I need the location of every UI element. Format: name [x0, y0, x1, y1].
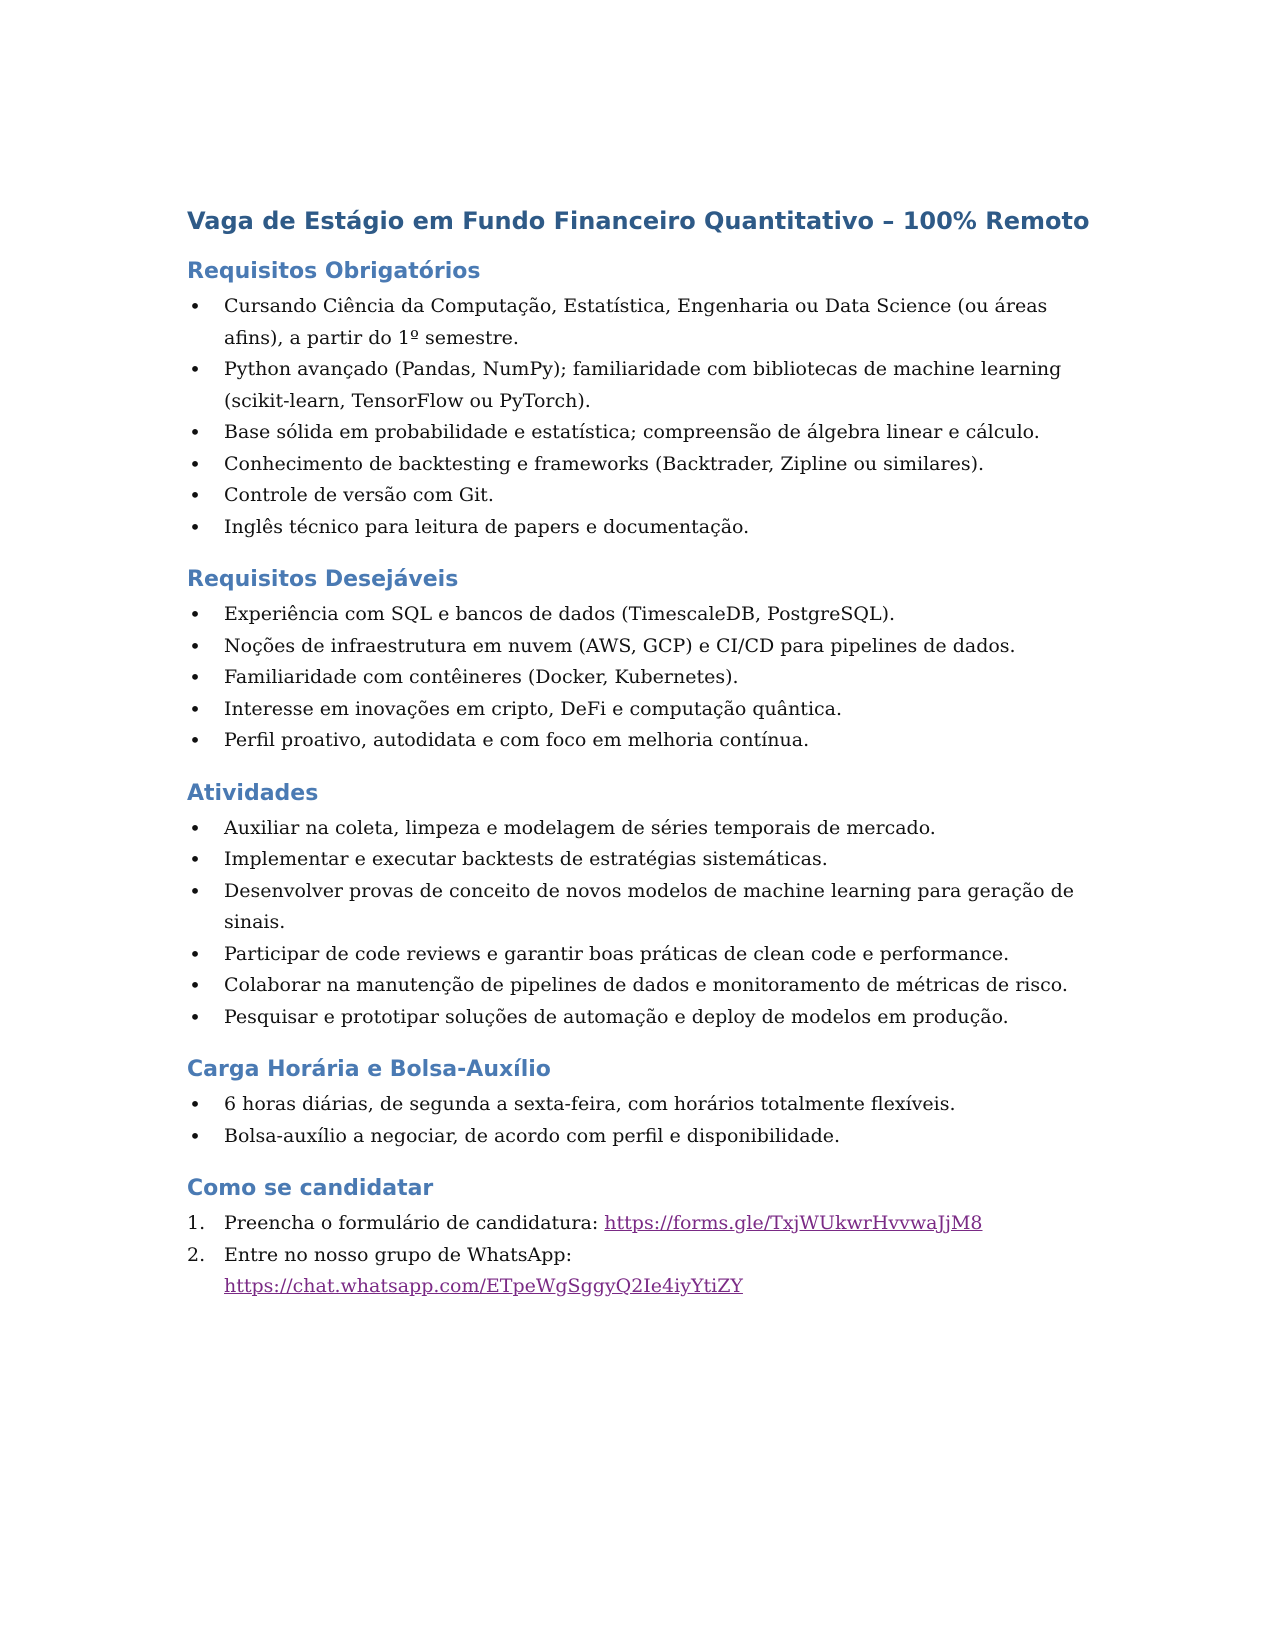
list-item — [187, 480, 1087, 512]
bullet-icon: • — [189, 514, 201, 539]
bullet-icon: • — [189, 878, 201, 903]
list-item — [187, 725, 1087, 757]
list-item-text: 6 horas diárias, de segunda a sexta-feira, com horários totalmente flexíveis. — [224, 1093, 956, 1115]
bullet-list — [187, 599, 1087, 757]
list-number: 1. — [187, 1212, 206, 1234]
section-requisitos-desejaveis — [187, 565, 1087, 757]
list-item — [187, 939, 1087, 971]
list-item-text: Colaborar na manutenção de pipelines de dados e monitoramento de métricas de risco. — [224, 974, 1068, 996]
list-item-text: Participar de code reviews e garantir boas práticas de clean code e performance. — [224, 942, 1010, 965]
list-item — [187, 1208, 1087, 1240]
section-heading: Requisitos Obrigatórios — [187, 259, 481, 284]
list-item-text: Experiência com SQL e bancos de dados (TimescaleDB, PostgreSQL). — [224, 603, 896, 625]
bullet-list — [187, 1089, 1087, 1152]
bullet-icon: • — [189, 633, 201, 658]
bullet-icon: • — [189, 815, 201, 840]
list-item — [187, 813, 1087, 845]
list-item-text: Implementar e executar backtests de estratégias sistemáticas. — [224, 848, 828, 870]
list-item — [187, 417, 1087, 449]
bullet-icon: • — [189, 483, 201, 507]
bullet-list — [187, 813, 1087, 1034]
bullet-icon: • — [189, 696, 201, 721]
list-item — [187, 876, 1087, 939]
list-item-text: Preencha o formulário de candidatura: — [224, 1212, 605, 1234]
list-item-text: Familiaridade com contêineres (Docker, Kubernetes). — [224, 666, 739, 688]
bullet-icon: • — [189, 665, 201, 689]
bullet-icon: • — [189, 294, 201, 318]
list-item-text: Interesse em inovações em cripto, DeFi e computação quântica. — [224, 697, 843, 720]
list-item-text: Cursando Ciência da Computação, Estatística, Engenharia ou Data Science (ou áreas afins), a partir do 1º semestre. — [224, 295, 1048, 349]
forms-link[interactable]: https://forms.gle/TxjWUkwrHvvwaJjM8 — [604, 1212, 983, 1234]
list-item-text: Bolsa-auxílio a negociar, de acordo com perfil e disponibilidade. — [224, 1124, 841, 1147]
list-number: 2. — [187, 1243, 206, 1266]
bullet-icon: • — [189, 420, 201, 444]
list-item — [187, 512, 1087, 544]
list-item-text: Noções de infraestrutura em nuvem (AWS, GCP) e CI/CD para pipelines de dados. — [224, 634, 1016, 657]
list-item — [187, 1121, 1087, 1153]
list-item — [187, 291, 1087, 354]
section-atividades — [187, 779, 1087, 1034]
list-item-text: Perfil proativo, autodidata e com foco em melhoria contínua. — [224, 729, 810, 751]
list-item-text: Inglês técnico para leitura de papers e documentação. — [224, 515, 750, 538]
list-item — [187, 1089, 1087, 1121]
section-heading: Requisitos Desejáveis — [187, 567, 459, 592]
bullet-icon: • — [189, 973, 201, 997]
list-item-text: Controle de versão com Git. — [224, 484, 494, 506]
list-item — [187, 662, 1087, 694]
list-item-text: Conhecimento de backtesting e frameworks (Backtrader, Zipline ou similares). — [224, 452, 985, 475]
list-item — [187, 1002, 1087, 1034]
list-item — [187, 631, 1087, 663]
bullet-icon: • — [189, 728, 201, 752]
whatsapp-link[interactable]: https://chat.whatsapp.com/ETpeWgSggyQ2Ie4iyYtiZY — [224, 1275, 743, 1297]
bullet-list — [187, 291, 1087, 543]
bullet-icon: • — [189, 451, 201, 476]
bullet-icon: • — [189, 357, 201, 381]
numbered-list — [187, 1208, 1087, 1303]
section-heading: Carga Horária e Bolsa-Auxílio — [187, 1057, 551, 1082]
bullet-icon: • — [189, 941, 201, 966]
list-item — [187, 599, 1087, 631]
bullet-icon: • — [189, 847, 201, 871]
section-carga-horaria — [187, 1055, 1087, 1152]
list-item-text: Base sólida em probabilidade e estatística; compreensão de álgebra linear e cálculo. — [224, 421, 1040, 443]
list-item — [187, 1240, 1087, 1303]
page-title: Vaga de Estágio em Fundo Financeiro Quantitativo – 100% Remoto — [187, 207, 1090, 235]
list-item-text: Pesquisar e prototipar soluções de automação e deploy de modelos em produção. — [224, 1005, 1009, 1028]
bullet-icon: • — [189, 1004, 201, 1029]
list-item — [187, 970, 1087, 1002]
section-heading: Como se candidatar — [187, 1176, 434, 1201]
list-item — [187, 844, 1087, 876]
list-item — [187, 694, 1087, 726]
bullet-icon: • — [189, 602, 201, 626]
list-item-text: Python avançado (Pandas, NumPy); familiaridade com bibliotecas de machine learning (scikit-learn, TensorFlow ou PyTorch). — [224, 358, 1062, 412]
list-item-text: Auxiliar na coleta, limpeza e modelagem de séries temporais de mercado. — [224, 816, 936, 839]
section-requisitos-obrigatorios — [187, 257, 1087, 543]
list-item — [187, 449, 1087, 481]
list-item-text: Desenvolver provas de conceito de novos modelos de machine learning para geração de sinais. — [224, 879, 1075, 933]
bullet-icon: • — [189, 1092, 201, 1116]
document-page — [187, 198, 1090, 1303]
section-heading: Atividades — [187, 780, 319, 806]
bullet-icon: • — [189, 1123, 201, 1148]
list-item — [187, 354, 1087, 417]
section-como-se-candidatar — [187, 1174, 1087, 1303]
list-item-text: Entre no nosso grupo de WhatsApp: — [224, 1243, 572, 1266]
